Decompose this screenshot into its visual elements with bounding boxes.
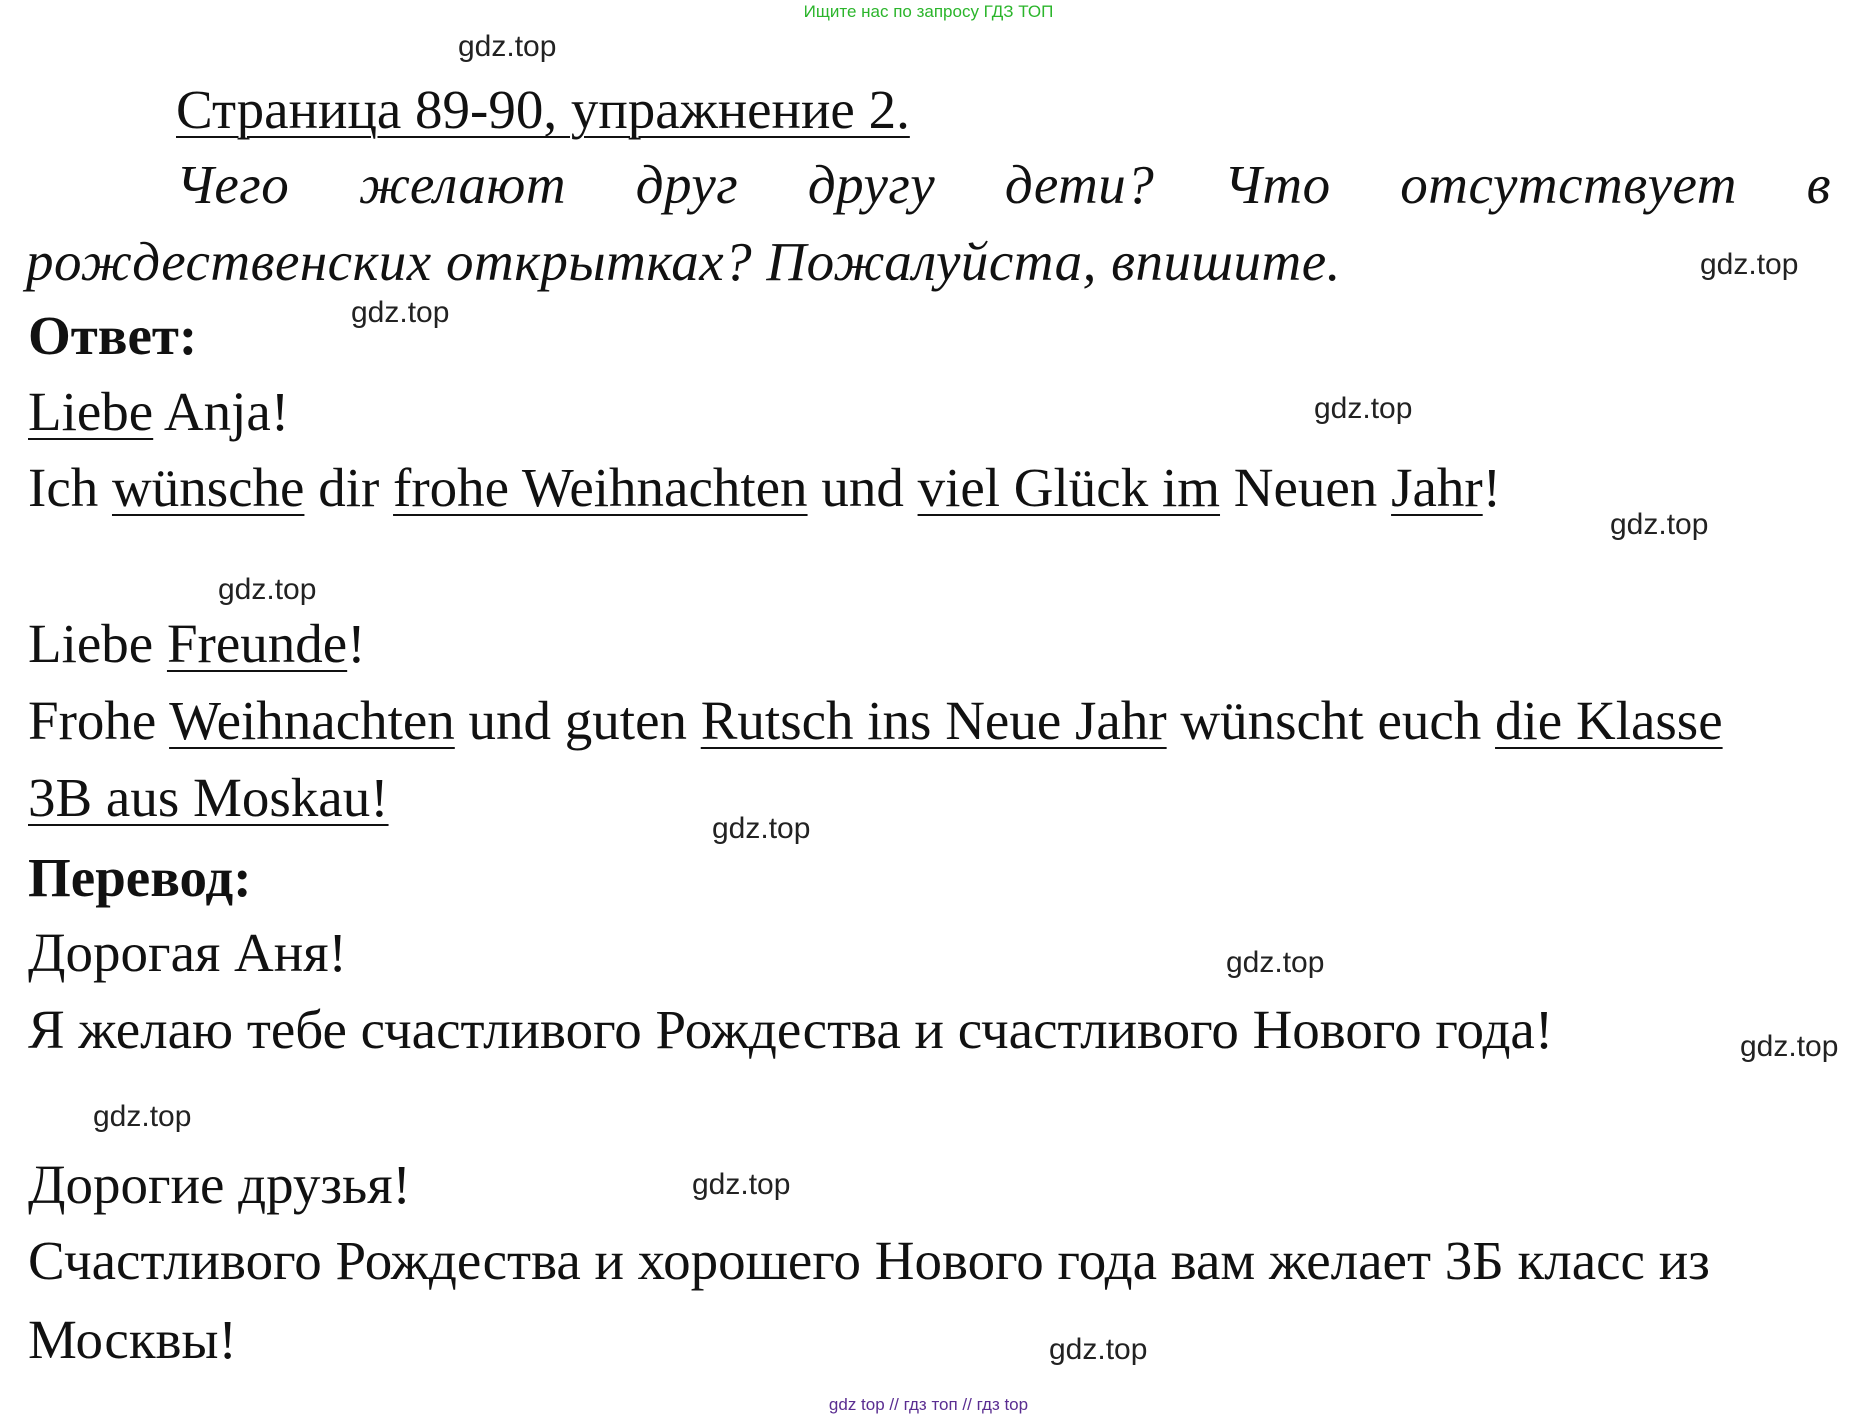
- translation-line: Дорогие друзья!: [28, 1154, 411, 1215]
- translation-heading: Перевод:: [28, 847, 252, 908]
- task-word: Что: [1223, 154, 1331, 215]
- task-line-1: [176, 153, 1831, 216]
- text: dir: [304, 457, 394, 518]
- text: Anja!: [153, 381, 290, 442]
- watermark: gdz.top: [1049, 1333, 1148, 1366]
- translation-line: Счастливого Рождества и хорошего Нового года вам желает 3Б класс из: [28, 1230, 1710, 1291]
- task-word: Чего: [176, 154, 290, 215]
- watermark: gdz.top: [458, 30, 557, 63]
- text: Liebe: [28, 613, 167, 674]
- translation-line: Дорогая Аня!: [28, 922, 347, 983]
- text: und guten: [454, 690, 701, 751]
- watermark: gdz.top: [351, 296, 450, 329]
- watermark: gdz.top: [1226, 946, 1325, 979]
- text: und: [807, 457, 918, 518]
- text: Neuen: [1220, 457, 1392, 518]
- footer-links: gdz top // гдз топ // гдз top: [828, 1395, 1029, 1414]
- watermark: gdz.top: [218, 573, 317, 606]
- card1-wish: [28, 457, 1502, 518]
- card2-wish-line-1: [28, 690, 1723, 751]
- top-banner: Ищите нас по запросу ГДЗ ТОП: [803, 2, 1054, 21]
- text: wünscht euch: [1166, 690, 1496, 751]
- task-word: друг: [635, 154, 739, 215]
- card1-greeting: [28, 381, 290, 442]
- task-word: отсутствует: [1400, 154, 1737, 215]
- fill-in: Liebe: [28, 381, 154, 442]
- card2-wish-line-2: [28, 767, 389, 828]
- text: Ich: [28, 457, 112, 518]
- watermark: gdz.top: [1700, 248, 1799, 281]
- fill-in: die Klasse: [1495, 690, 1723, 751]
- text: !: [1482, 457, 1502, 518]
- task-word: дети?: [1004, 154, 1155, 215]
- fill-in: Freunde: [166, 613, 348, 674]
- translation-line: Я желаю тебе счастливого Рождества и счастливого Нового года!: [28, 999, 1554, 1060]
- watermark: gdz.top: [1610, 508, 1709, 541]
- watermark: gdz.top: [712, 812, 811, 845]
- fill-in: wünsche: [111, 457, 305, 518]
- fill-in: frohe Weihnachten: [393, 457, 808, 518]
- watermark: gdz.top: [692, 1168, 791, 1201]
- watermark: gdz.top: [1314, 392, 1413, 425]
- page-title: Страница 89-90, упражнение 2.: [176, 79, 910, 140]
- fill-in: Rutsch ins Neue Jahr: [700, 690, 1167, 751]
- card2-greeting: [28, 613, 366, 674]
- watermark: gdz.top: [1740, 1030, 1839, 1063]
- task-word: желают: [358, 154, 567, 215]
- translation-line: Москвы!: [28, 1309, 237, 1370]
- task-word: другу: [807, 154, 936, 215]
- task-line-2: рождественских открытках? Пожалуйста, впишите.: [26, 231, 1341, 292]
- watermark: gdz.top: [93, 1100, 192, 1133]
- task-word: в: [1806, 154, 1831, 215]
- fill-in: viel Glück im: [917, 457, 1221, 518]
- fill-in: Weihnachten: [169, 690, 455, 751]
- fill-in: 3B aus Moskau!: [28, 767, 389, 828]
- fill-in: Jahr: [1391, 457, 1483, 518]
- text: Frohe: [28, 690, 170, 751]
- text: !: [347, 613, 366, 674]
- answer-heading: Ответ:: [28, 305, 198, 366]
